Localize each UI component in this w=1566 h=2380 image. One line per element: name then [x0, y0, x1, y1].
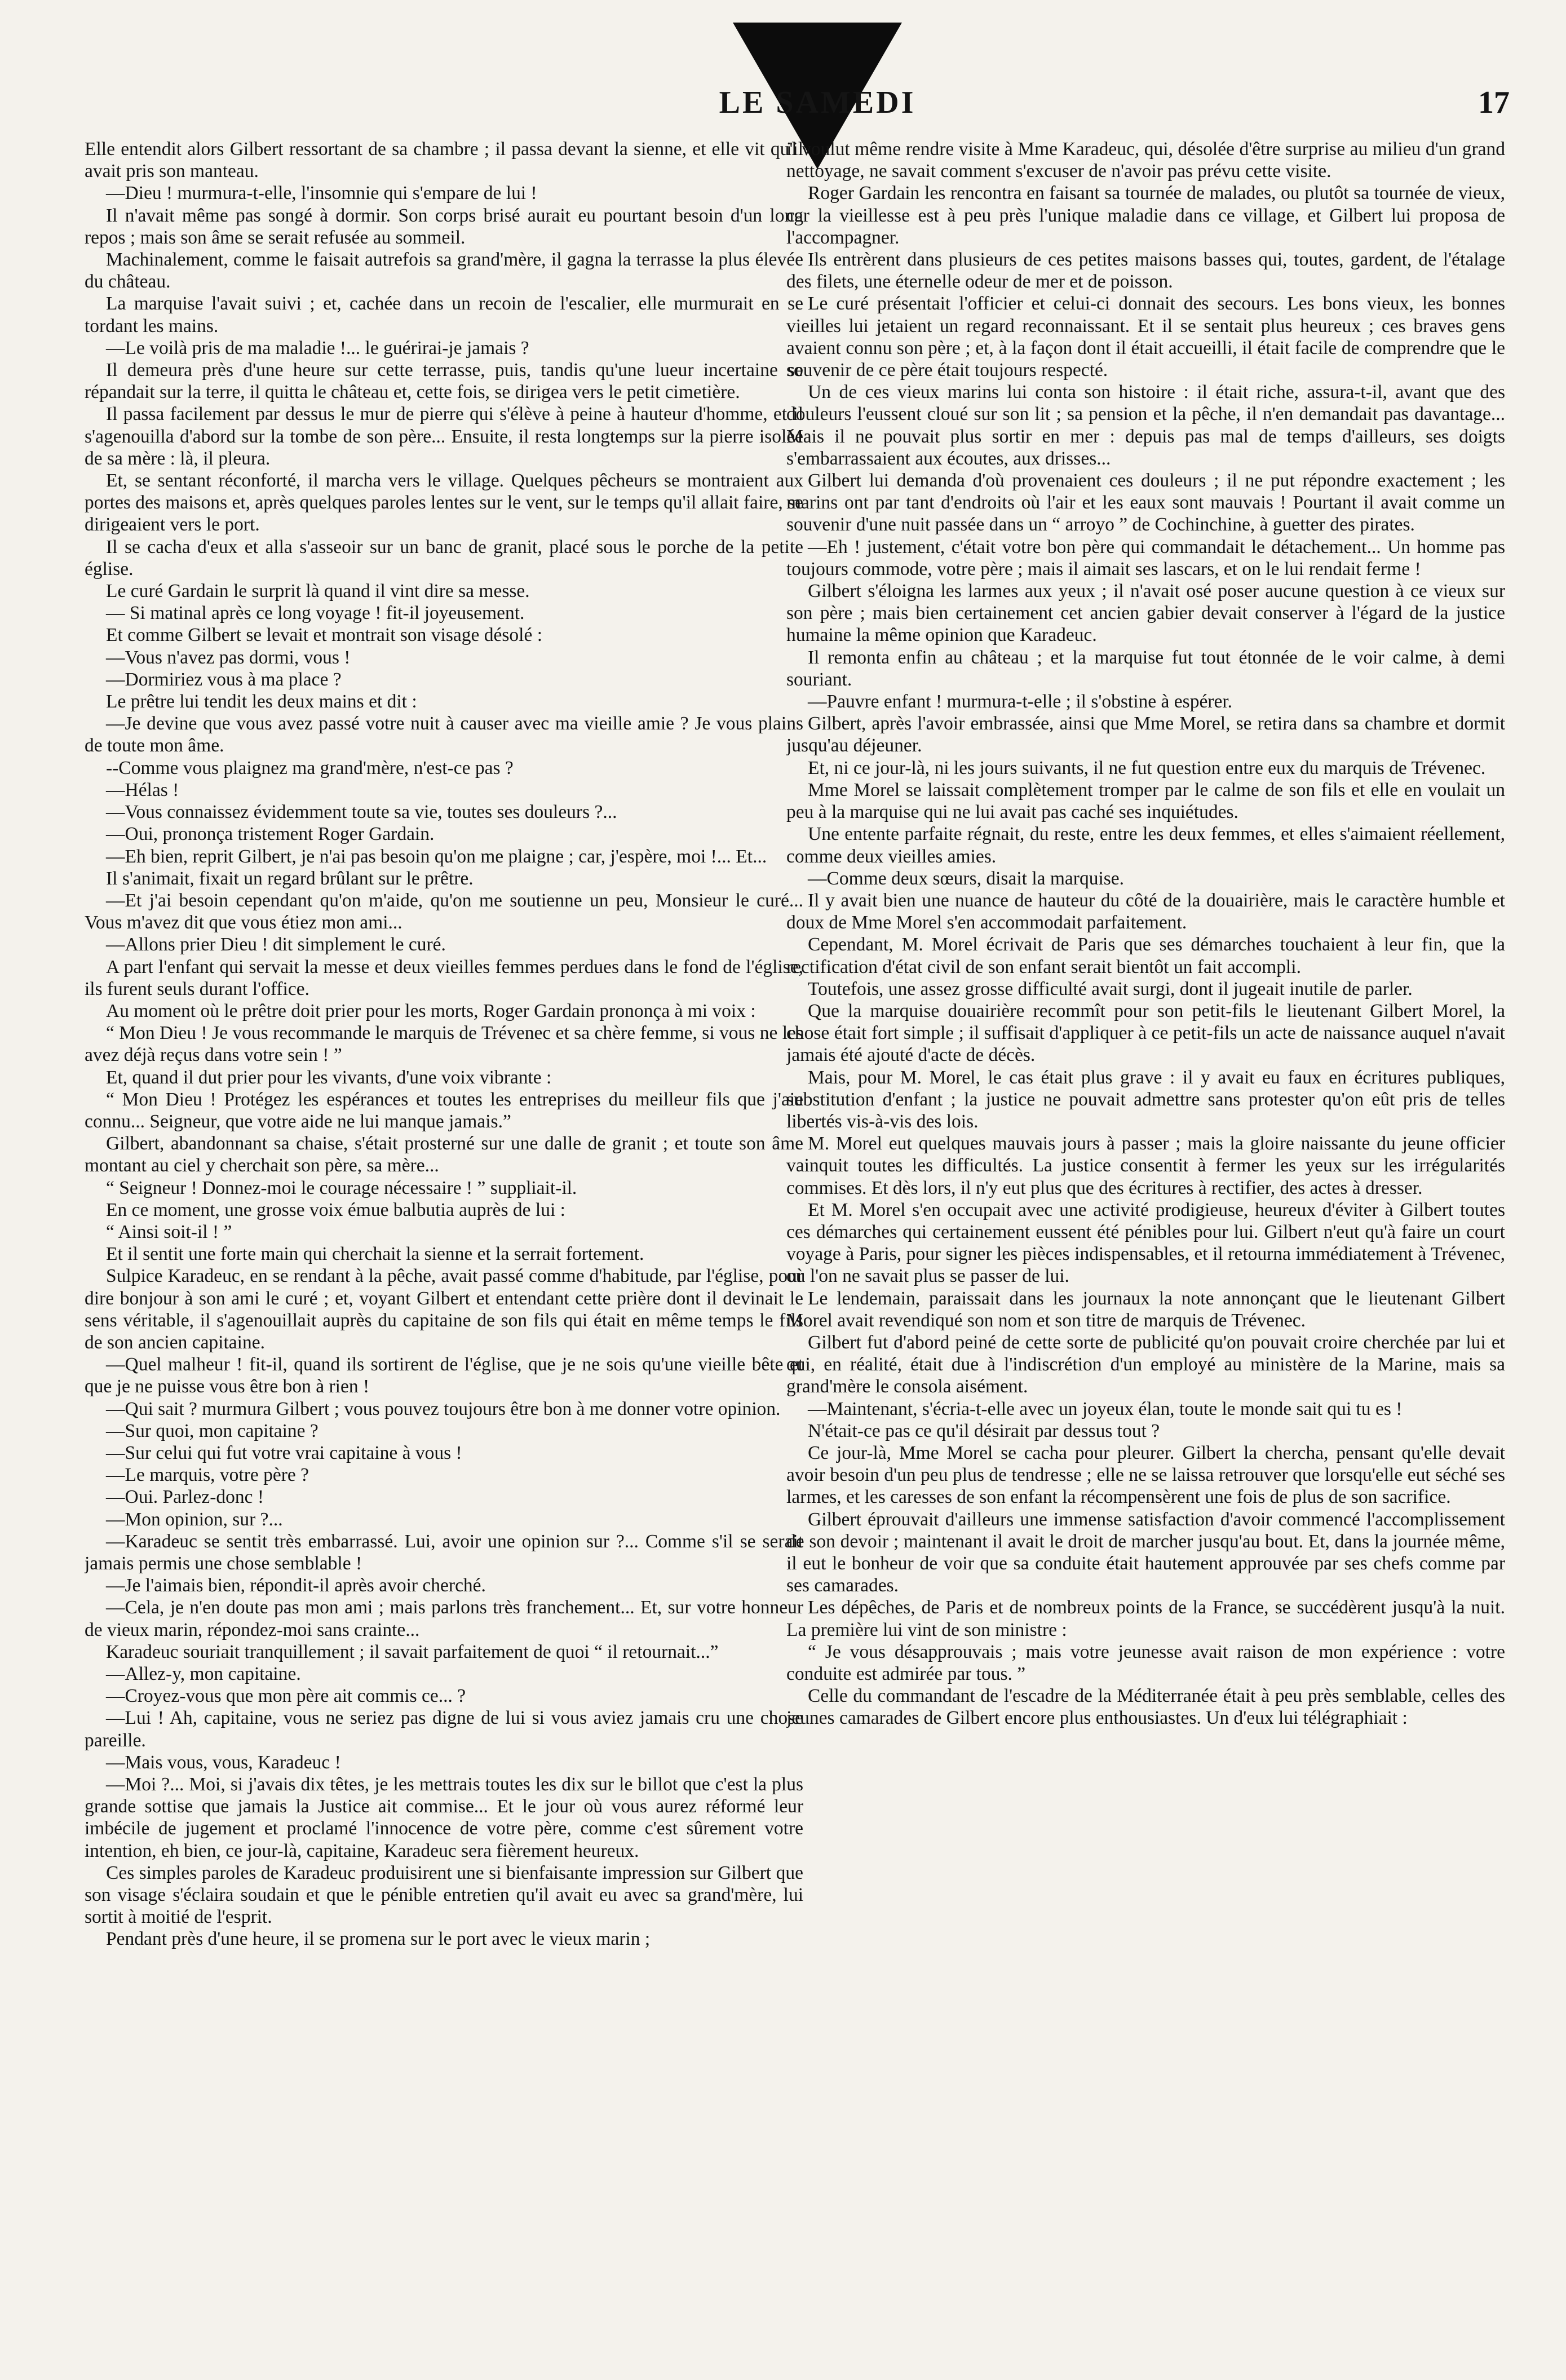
- paragraph: Le lendemain, paraissait dans les journaux la note annonçant que le lieutenant Gilbert Morel avait revendiqué son nom et son titre de marquis de Trévenec.: [786, 1288, 1505, 1331]
- paragraph: —Le voilà pris de ma maladie !... le guérirai-je jamais ?: [106, 337, 529, 359]
- paragraph: Machinalement, comme le faisait autrefois sa grand'mère, il gagna la terrasse la plus élevée du château.: [85, 249, 803, 293]
- paragraph: En ce moment, une grosse voix émue balbutia auprès de lui :: [106, 1199, 565, 1220]
- paragraph: Et, se sentant réconforté, il marcha vers le village. Quelques pêcheurs se montraient aux portes des maisons et, après quelques paroles lentes sur le vent, sur le temps qu'il allait faire, se dirigeaient vers le port.: [85, 470, 803, 536]
- paragraph: Il y avait bien une nuance de hauteur du côté de la douairière, mais le caractère humble et doux de Mme Morel s'en accommodait parfaitement.: [786, 890, 1505, 934]
- paragraph: —Qui sait ? murmura Gilbert ; vous pouvez toujours être bon à me donner votre opinion.: [106, 1398, 781, 1419]
- paragraph: “ Seigneur ! Donnez-moi le courage nécessaire ! ” suppliait-il.: [106, 1177, 577, 1198]
- paragraph: —Karadeuc se sentit très embarrassé. Lui, avoir une opinion sur ?... Comme s'il se serait jamais permis une chose semblable !: [85, 1530, 803, 1574]
- paragraph: —Croyez-vous que mon père ait commis ce... ?: [106, 1686, 466, 1707]
- paragraph: —Je l'aimais bien, répondit-il après avoir cherché.: [106, 1575, 486, 1596]
- paragraph: —Eh bien, reprit Gilbert, je n'ai pas besoin qu'on me plaigne ; car, j'espère, moi !... Et...: [106, 846, 767, 867]
- paragraph: Les dépêches, de Paris et de nombreux points de la France, se succédèrent jusqu'à la nuit. La première lui vint de son ministre :: [786, 1597, 1505, 1640]
- paragraph: Il se cacha d'eux et alla s'asseoir sur un banc de granit, placé sous le porche de la petite église.: [85, 536, 803, 579]
- paragraph: Celle du commandant de l'escadre de la Méditerranée était à peu près semblable, celles des jeunes camarades de Gilbert encore plus enthousiastes. Un d'eux lui télégraphiait :: [786, 1686, 1505, 1729]
- paragraph: —Mais vous, vous, Karadeuc !: [106, 1751, 341, 1773]
- paragraph: Mme Morel se laissait complètement tromper par le calme de son fils et elle en voulait un peu à la marquise qui ne lui avait pas caché ses inquiétudes.: [786, 779, 1505, 823]
- paragraph: —Allez-y, mon capitaine.: [106, 1664, 301, 1685]
- paragraph: Il s'animait, fixait un regard brûlant sur le prêtre.: [106, 868, 474, 889]
- paragraph: —Eh ! justement, c'était votre bon père qui commandait le détachement... Un homme pas toujours commode, votre père ; mais il aimait ses lascars, et on le lui rendait ferme !: [786, 536, 1505, 579]
- paragraph: Il n'avait même pas songé à dormir. Son corps brisé aurait eu pourtant besoin d'un long repos ; mais son âme se serait refusée au sommeil.: [85, 205, 803, 248]
- paragraph: Roger Gardain les rencontra en faisant sa tournée de malades, ou plutôt sa tournée de vieux, car la vieillesse est à peu près l'unique maladie dans ce village, et Gilbert lui proposa de l'accompagner.: [786, 183, 1505, 248]
- paragraph: Et comme Gilbert se levait et montrait son visage désolé :: [106, 625, 543, 646]
- paragraph: —Le marquis, votre père ?: [106, 1465, 309, 1486]
- paragraph: —Allons prier Dieu ! dit simplement le curé.: [106, 934, 446, 955]
- paragraph: —Moi ?... Moi, si j'avais dix têtes, je les mettrais toutes les dix sur le billot que c'est la plus grande sottise que jamais la Justice ait commise... Et le jour où vous aurez réformé leur imbécile de jugement et proclamé l'innocence de votre père, comme c'est sûrement votre intention, eh bien, ce jour-là, capitaine, Karadeuc sera fièrement heureux.: [85, 1774, 803, 1861]
- paragraph: —Hélas !: [106, 779, 179, 800]
- paragraph: “ Mon Dieu ! Je vous recommande le marquis de Trévenec et sa chère femme, si vous ne les avez déjà reçus dans votre sein ! ”: [85, 1023, 803, 1066]
- page-header: [0, 85, 1566, 135]
- paragraph: Il demeura près d'une heure sur cette terrasse, puis, tandis qu'une lueur incertaine se répandait sur la terre, il quitta le château et, cette fois, se dirigea vers le petit cimetière.: [85, 360, 803, 403]
- paragraph: —Dieu ! murmura-t-elle, l'insomnie qui s'empare de lui !: [106, 183, 537, 204]
- paragraph: Pendant près d'une heure, il se promena sur le port avec le vieux marin ;: [106, 1928, 651, 1950]
- paragraph: —Mon opinion, sur ?...: [106, 1508, 283, 1530]
- page-number: 17: [1478, 85, 1510, 120]
- paragraph: Gilbert, après l'avoir embrassée, ainsi que Mme Morel, se retira dans sa chambre et dormit jusqu'au déjeuner.: [786, 713, 1505, 757]
- paragraph: —Oui. Parlez-donc !: [106, 1487, 264, 1508]
- paragraph: Gilbert éprouvait d'ailleurs une immense satisfaction d'avoir commencé l'accomplissement de son devoir ; maintenant il avait le droit de marcher jusqu'au bout. Et, dans la journée même, il eut le bonheur de voir que sa conduite était hautement approuvée par ses chefs comme par ses camarades.: [786, 1508, 1505, 1596]
- paragraph: Le curé présentait l'officier et celui-ci donnait des secours. Les bons vieux, les bonnes vieilles lui jetaient un regard reconnaissant. Et il se sentait plus heureux ; ces braves gens avaient connu son père ; et, à la façon dont il était accueilli, il était facile de comprendre que le souvenir de ce père était toujours respecté.: [786, 293, 1505, 381]
- paragraph: Et, ni ce jour-là, ni les jours suivants, il ne fut question entre eux du marquis de Trévenec.: [808, 757, 1486, 778]
- paragraph: Il passa facilement par dessus le mur de pierre qui s'élève à peine à hauteur d'homme, et il s'agenouilla d'abord sur la tombe de son père... Ensuite, il resta longtemps sur la pierre isolée de sa mère : là, il pleura.: [85, 404, 803, 469]
- left-column: [85, 138, 803, 2337]
- paragraph: —Maintenant, s'écria-t-elle avec un joyeux élan, toute le monde sait qui tu es !: [808, 1398, 1403, 1419]
- paragraph: il voulut même rendre visite à Mme Karadeuc, qui, désolée d'être surprise au milieu d'un grand nettoyage, ne savait comment s'excuser de n'avoir pas prévu cette visite.: [786, 139, 1505, 182]
- paragraph: La marquise l'avait suivi ; et, cachée dans un recoin de l'escalier, elle murmurait en se tordant les mains.: [85, 293, 803, 337]
- paragraph: — Si matinal après ce long voyage ! fit-il joyeusement.: [106, 603, 525, 624]
- paragraph: Sulpice Karadeuc, en se rendant à la pêche, avait passé comme d'habitude, par l'église, pour dire bonjour à son ami le curé ; et, voyant Gilbert et entendant cette prière dont il devinait le sens véritable, il s'agenouillait auprès du capitaine de son fils qui était en même temps le fils de son ancien capitaine.: [85, 1266, 803, 1353]
- paragraph: Au moment où le prêtre doit prier pour les morts, Roger Gardain prononça à mi voix :: [106, 1000, 756, 1021]
- paragraph: Un de ces vieux marins lui conta son histoire : il était riche, assura-t-il, avant que des douleurs l'eussent cloué sur son lit ; sa pension et la pêche, il n'en demandait pas davantage... Mais il ne pouvait plus sortir en mer : depuis pas mal de temps d'ailleurs, ses doigts s'embarrassaient aux écoutes, aux drisses...: [786, 382, 1505, 469]
- paragraph: --Comme vous plaignez ma grand'mère, n'est-ce pas ?: [106, 757, 514, 778]
- paragraph: “ Mon Dieu ! Protégez les espérances et toutes les entreprises du meilleur fils que j'aie connu... Seigneur, que votre aide ne lui manque jamais.”: [85, 1089, 803, 1132]
- paragraph: —Dormiriez vous à ma place ?: [106, 669, 342, 690]
- paragraph: M. Morel eut quelques mauvais jours à passer ; mais la gloire naissante du jeune officier vainquit toutes les difficultés. La justice consentit à fermer les yeux sur les irrégularités commises. Et dès lors, il n'y eut plus que des écritures à rectifier, des actes à dresser.: [786, 1133, 1505, 1198]
- paragraph: Et, quand il dut prier pour les vivants, d'une voix vibrante :: [106, 1067, 552, 1088]
- paragraph: Ils entrèrent dans plusieurs de ces petites maisons basses qui, toutes, gardent, de l'étalage des filets, une éternelle odeur de mer et de poisson.: [786, 249, 1505, 293]
- paragraph: —Quel malheur ! fit-il, quand ils sortirent de l'église, que je ne sois qu'une vieille bête et que je ne puisse vous être bon à rien !: [85, 1354, 803, 1397]
- paragraph: —Lui ! Ah, capitaine, vous ne seriez pas digne de lui si vous aviez jamais cru une chose pareille.: [85, 1707, 803, 1751]
- paragraph: Mais, pour M. Morel, le cas était plus grave : il y avait eu faux en écritures publiques, substitution d'enfant ; la justice ne pouvait admettre sans protester qu'on eût pris de telles libertés vis-à-vis des lois.: [786, 1067, 1505, 1132]
- paragraph: “ Je vous désapprouvais ; mais votre jeunesse avait raison de mon expérience : votre conduite est admirée par tous. ”: [786, 1641, 1505, 1685]
- paragraph: —Vous n'avez pas dormi, vous !: [106, 647, 351, 668]
- paragraph: Ce jour-là, Mme Morel se cacha pour pleurer. Gilbert la chercha, pensant qu'elle devait avoir besoin d'un peu plus de tendresse ; elle ne se laissa retrouver que lorsqu'elle eut séché ses larmes, et les caresses de son enfant la récompensèrent une fois de plus de son sacrifice.: [786, 1442, 1505, 1508]
- paragraph: Karadeuc souriait tranquillement ; il savait parfaitement de quoi “ il retournait...”: [106, 1641, 719, 1662]
- paragraph: Que la marquise douairière recommît pour son petit-fils le lieutenant Gilbert Morel, la chose était fort simple ; il suffisait d'appliquer à ce petit-fils un acte de naissance auquel n'avait jamais été ajouté d'acte de décès.: [786, 1000, 1505, 1066]
- paragraph: Ces simples paroles de Karadeuc produisirent une si bienfaisante impression sur Gilbert que son visage s'éclaira soudain et que le pénible entretien qu'il avait eu avec sa grand'mère, lui sortit à moitié de l'esprit.: [85, 1862, 803, 1928]
- paragraph: —Sur celui qui fut votre vrai capitaine à vous !: [106, 1442, 462, 1463]
- paragraph: Toutefois, une assez grosse difficulté avait surgi, dont il jugeait inutile de parler.: [808, 978, 1413, 999]
- paragraph: —Cela, je n'en doute pas mon ami ; mais parlons très franchement... Et, sur votre honneur de vieux marin, répondez-moi sans crainte...: [85, 1597, 803, 1640]
- page-title: LE SAMEDI: [719, 85, 916, 120]
- paragraph: Gilbert s'éloigna les larmes aux yeux ; il n'avait osé poser aucune question à ce vieux sur son père ; mais bien certainement cet ancien gabier devait conserver à l'égard de la justice humaine la même opinion que Karadeuc.: [786, 581, 1505, 646]
- paragraph: Gilbert, abandonnant sa chaise, s'était prosterné sur une dalle de granit ; et toute son âme montant au ciel y cherchait son père, sa mère...: [85, 1133, 803, 1176]
- paragraph: Cependant, M. Morel écrivait de Paris que ses démarches touchaient à leur fin, que la rectification d'état civil de son enfant serait bientôt un fait accompli.: [786, 934, 1505, 977]
- paragraph: N'était-ce pas ce qu'il désirait par dessus tout ?: [808, 1420, 1160, 1441]
- paragraph: Et M. Morel s'en occupait avec une activité prodigieuse, heureux d'éviter à Gilbert toutes ces démarches qui certainement eussent été pénibles pour lui. Gilbert n'eut qu'à faire un court voyage à Paris, pour signer les pièces indispensables, et il retourna immédiatement à Trévenec, où l'on ne savait plus se passer de lui.: [786, 1199, 1505, 1287]
- paragraph: Il remonta enfin au château ; et la marquise fut tout étonnée de le voir calme, à demi souriant.: [786, 647, 1505, 690]
- paragraph: Le prêtre lui tendit les deux mains et dit :: [106, 691, 417, 713]
- paragraph: A part l'enfant qui servait la messe et deux vieilles femmes perdues dans le fond de l'église, ils furent seuls durant l'office.: [85, 956, 803, 999]
- paragraph: —Sur quoi, mon capitaine ?: [106, 1420, 318, 1441]
- paragraph: —Oui, prononça tristement Roger Gardain.: [106, 824, 435, 845]
- paragraph: Gilbert fut d'abord peiné de cette sorte de publicité qu'on pouvait croire cherchée par lui et qui, en réalité, était due à l'indiscrétion d'un employé au ministère de la Marine, mais sa grand'mère le consola aisément.: [786, 1331, 1505, 1397]
- paragraph: Une entente parfaite régnait, du reste, entre les deux femmes, et elles s'aimaient réellement, comme deux vieilles amies.: [786, 824, 1505, 867]
- paragraph: Elle entendit alors Gilbert ressortant de sa chambre ; il passa devant la sienne, et elle vit qu'il avait pris son manteau.: [85, 139, 803, 182]
- paragraph: —Vous connaissez évidemment toute sa vie, toutes ses douleurs ?...: [106, 802, 617, 823]
- paragraph: —Comme deux sœurs, disait la marquise.: [808, 868, 1125, 889]
- right-column: [786, 138, 1505, 2337]
- paragraph: —Je devine que vous avez passé votre nuit à causer avec ma vieille amie ? Je vous plains de toute mon âme.: [85, 713, 803, 757]
- paragraph: Et il sentit une forte main qui cherchait la sienne et la serrait fortement.: [106, 1244, 644, 1265]
- paragraph: “ Ainsi soit-il ! ”: [106, 1221, 232, 1242]
- paragraph: —Pauvre enfant ! murmura-t-elle ; il s'obstine à espérer.: [808, 691, 1233, 713]
- paragraph: Le curé Gardain le surprit là quand il vint dire sa messe.: [106, 581, 530, 602]
- paragraph: Gilbert lui demanda d'où provenaient ces douleurs ; il ne put répondre exactement ; les marins ont par tant d'endroits où l'air et les eaux sont mauvais ! Pourtant il avait comme un souvenir d'une nuit passée dans un “ arroyo ” de Cochinchine, à guetter des pirates.: [786, 470, 1505, 536]
- paragraph: —Et j'ai besoin cependant qu'on m'aide, qu'on me soutienne un peu, Monsieur le curé... Vous m'avez dit que vous étiez mon ami...: [85, 890, 803, 934]
